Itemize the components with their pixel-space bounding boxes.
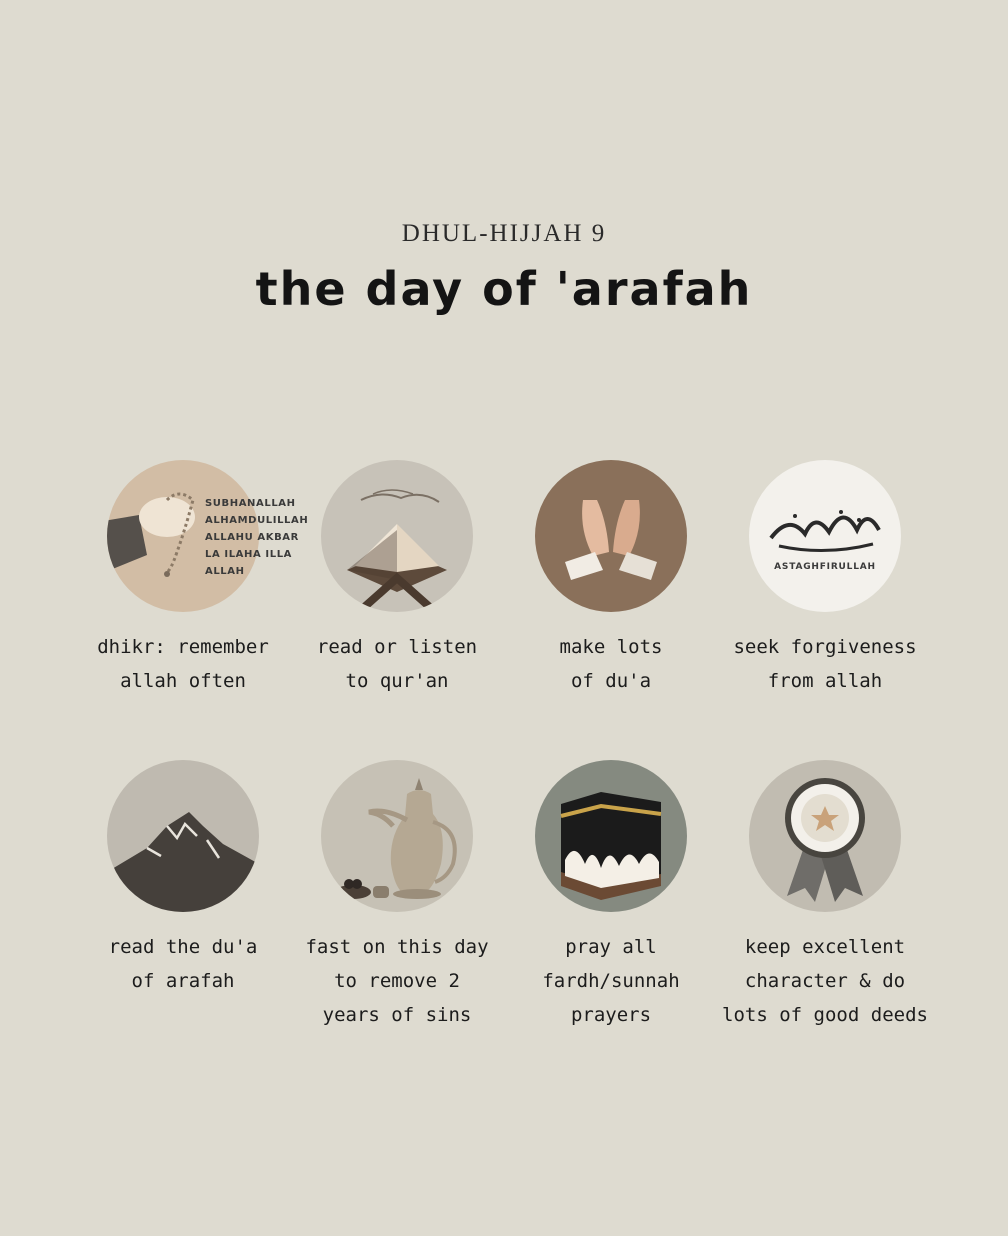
page-title: the day of 'arafah [255,262,753,316]
activity-caption: dhikr: remember allah often [97,636,269,692]
quran-stand-icon [321,460,473,612]
activity-caption: read the du'a of arafah [108,936,258,992]
activity-card-arafah-dua [76,760,290,1040]
dhikr-line: SUBHANALLAH [205,498,296,509]
dhikr-list [205,495,308,580]
activity-card-fasting [290,760,504,1040]
activity-card-prayers [504,760,718,1040]
dhikr-line: LA ILAHA ILLA ALLAH [205,549,293,577]
kaaba-icon [535,760,687,912]
activity-card-forgiveness [718,460,932,740]
astaghfirullah-calligraphy-icon [749,460,901,612]
activity-caption: make lots of du'a [559,636,663,692]
award-ribbon-icon [749,760,901,912]
activity-caption: seek forgiveness from allah [733,636,917,692]
activity-card-quran [290,460,504,740]
dallah-coffee-pot-icon [321,760,473,912]
activity-caption: fast on this day to remove 2 years of sins [305,936,489,1026]
page-subtitle: DHUL-HIJJAH 9 [401,220,607,247]
astaghfirullah-label: ASTAGHFIRULLAH [774,562,876,572]
mountain-icon [107,760,259,912]
praying-hands-icon [535,460,687,612]
activity-caption: pray all fardh/sunnah prayers [542,936,680,1026]
dhikr-line: ALLAHU AKBAR [205,532,299,543]
activity-caption: keep excellent character & do lots of good deeds [722,936,928,1026]
activity-card-good-deeds [718,760,932,1040]
activity-card-dua [504,460,718,740]
activity-caption: read or listen to qur'an [316,636,478,692]
dhikr-line: ALHAMDULILLAH [205,515,309,526]
